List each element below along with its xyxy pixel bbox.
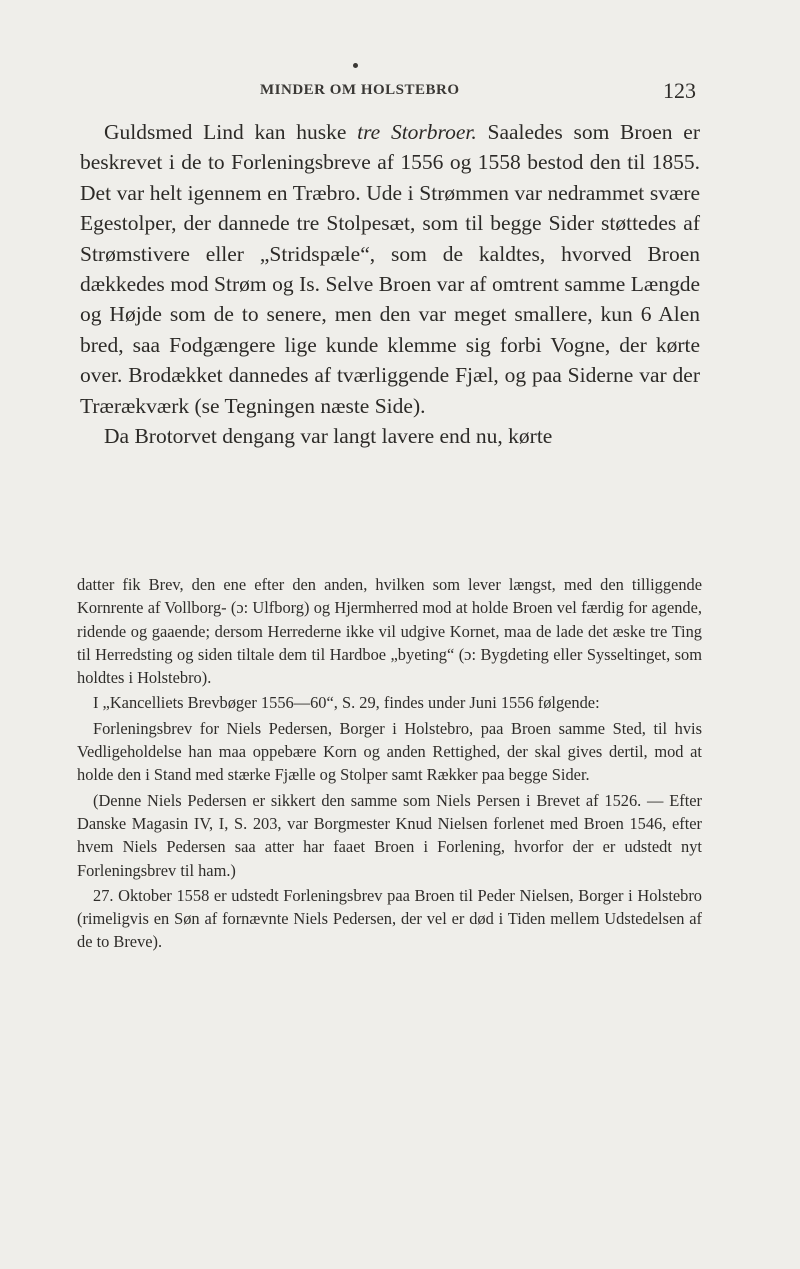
paragraph-1-rest: Saaledes som Broen er beskrevet i de to Forleningsbreve af 1556 og 1558 bestod den til 1855. Det var helt igennem en Træbro. Ude i Strømmen var nedrammet svære Egestolper, der dannede tre Stolpesæt, som til begge Sider støttedes af Strømstivere eller „Stridspæle“, som de kaldtes, hvorved Broen dækkedes mod Strøm og Is. Selve Broen var af omtrent samme Længde og Højde som de to senere, men den var meget smallere, kun 6 Alen bred, saa Fodgængere lige kunde klemme sig forbi Vogne, der kørte over. Brodækket dannedes af tværliggende Fjæl, og paa Siderne var der Trærækværk (se Tegningen næste Side). — [80, 120, 700, 418]
footnote-forleningsbrev: Forleningsbrev for Niels Pedersen, Borger i Holstebro, paa Broen samme Sted, til hvis Vedligeholdelse han maa oppebære Korn og anden Rettighed, der skal gives dertil, mod at holde den i Stand med stærke Fjælle og Stolper samt Rækker paa begge Sider. — [77, 718, 702, 785]
running-head: MINDER OM HOLSTEBRO — [260, 82, 460, 98]
main-text — [80, 117, 700, 451]
ornament-dot — [353, 63, 358, 68]
paragraph-1-emphasis: tre Storbroer. — [357, 120, 477, 144]
page-number: 123 — [663, 78, 696, 103]
footnote-1558: 27. Oktober 1558 er udstedt Forleningsbrev paa Broen til Peder Nielsen, Borger i Holstebro (rimeligvis en Søn af fornævnte Niels Pedersen, der vel er død i Tiden mellem Udstedelsen af de to Breve). — [77, 885, 702, 952]
paragraph-1 — [80, 117, 700, 421]
paragraph-2: Da Brotorvet dengang var langt lavere end nu, kørte — [104, 424, 553, 449]
footnote-niels-pedersen: (Denne Niels Pedersen er sikkert den samme som Niels Persen i Brevet af 1526. — Efter Danske Magasin IV, I, S. 203, var Borgmester Knud Nielsen forlenet med Broen 1546, efter hvem Niels Pedersen saa atter har faaet Broen i Forlening, hvorfor der er udstedt nyt Forleningsbrev til ham.) — [77, 790, 702, 880]
footnote-continued: datter fik Brev, den ene efter den anden, hvilken som lever længst, med den tilliggende Kornrente af Vollborg- (ɔ: Ulfborg) og Hjermherred mod at holde Broen vel færdig for agende, ridende og gaaende; dersom Herrederne ikke vil udgive Kornet, maa de lade det æske tre Ting til Herredsting og siden tiltale dem til Hardboe „byeting“ (ɔ: Bygdeting eller Sysseltinget, som holdtes i Holstebro). — [77, 575, 702, 688]
footnotes — [77, 573, 702, 954]
paragraph-1-start: Guldsmed Lind kan huske — [104, 120, 358, 144]
footnote-kancelliets: I „Kancelliets Brevbøger 1556—60“, S. 29, findes under Juni 1556 følgende: — [93, 693, 600, 713]
page-header — [78, 78, 700, 108]
